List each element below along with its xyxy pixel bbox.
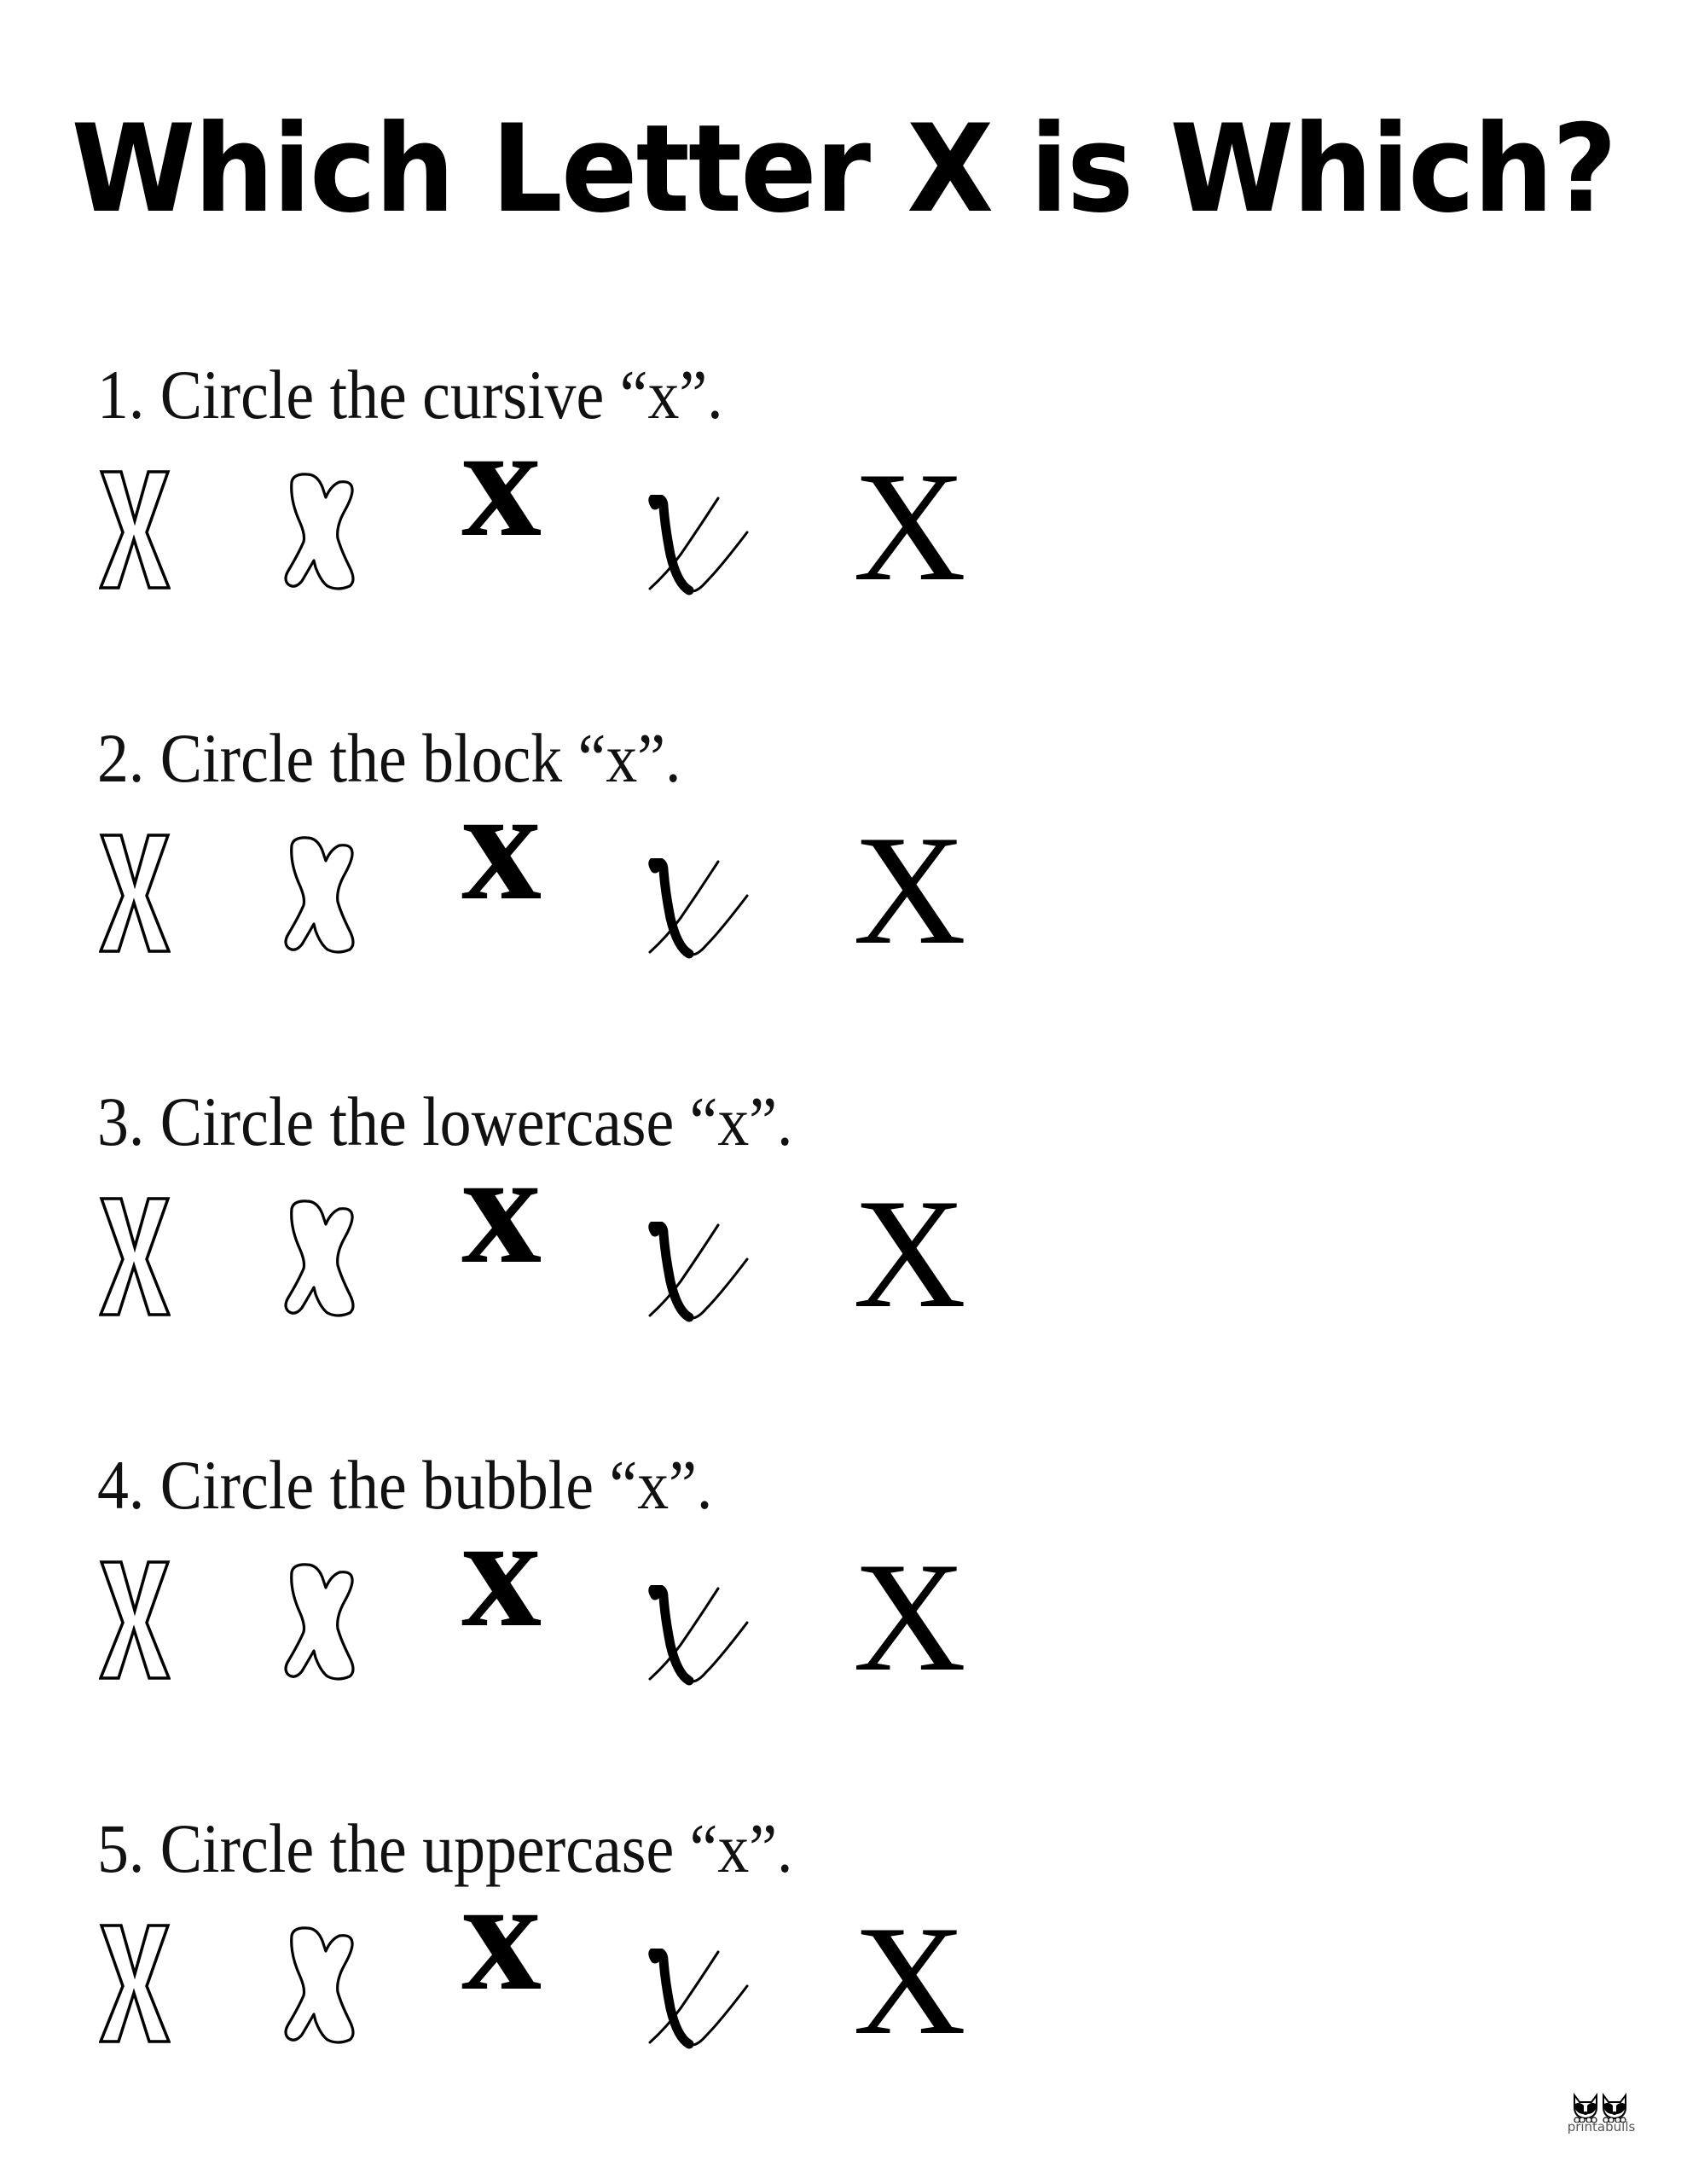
choice-uppercase-x[interactable]: X <box>853 1166 966 1340</box>
worksheet-title: Which Letter X is Which? <box>71 99 1616 240</box>
choice-bubble-x[interactable] <box>283 1926 357 2045</box>
choice-uppercase-x[interactable]: X <box>853 803 966 977</box>
choice-lowercase-x[interactable]: x <box>461 1482 542 1660</box>
question-row-4 <box>0 1090 1687 1704</box>
choice-cursive-x[interactable] <box>646 1949 752 2053</box>
bulldog-logo-icon <box>1561 2090 1642 2123</box>
outline-block-x-icon <box>99 1923 171 2044</box>
choice-uppercase-x[interactable]: X <box>853 439 966 613</box>
choice-block-x[interactable] <box>99 1923 171 2044</box>
choice-lowercase-x[interactable]: x <box>461 392 542 570</box>
choice-uppercase-x[interactable]: X <box>853 1530 966 1704</box>
cursive-x-icon <box>646 1949 752 2053</box>
bubble-x-icon <box>283 1926 357 2045</box>
question-label: 4. Circle the bubble “x”. <box>97 1446 713 1524</box>
question-row-1 <box>0 0 1687 613</box>
question-label: 2. Circle the block “x”. <box>97 719 681 797</box>
question-label: 1. Circle the cursive “x”. <box>97 356 723 433</box>
question-label: 5. Circle the uppercase “x”. <box>97 1809 793 1887</box>
question-row-3 <box>0 727 1687 1340</box>
choice-lowercase-x[interactable]: x <box>461 755 542 933</box>
question-row-2 <box>0 363 1687 977</box>
logo-text: printabulls <box>1567 2119 1636 2135</box>
choice-lowercase-x[interactable]: x <box>461 1118 542 1297</box>
choice-uppercase-x[interactable]: X <box>853 1893 966 2067</box>
question-row-5 <box>0 1454 1687 2067</box>
question-label: 3. Circle the lowercase “x”. <box>97 1083 793 1160</box>
choice-lowercase-x[interactable]: x <box>461 1845 542 2024</box>
printabulls-logo <box>1561 2090 1642 2138</box>
